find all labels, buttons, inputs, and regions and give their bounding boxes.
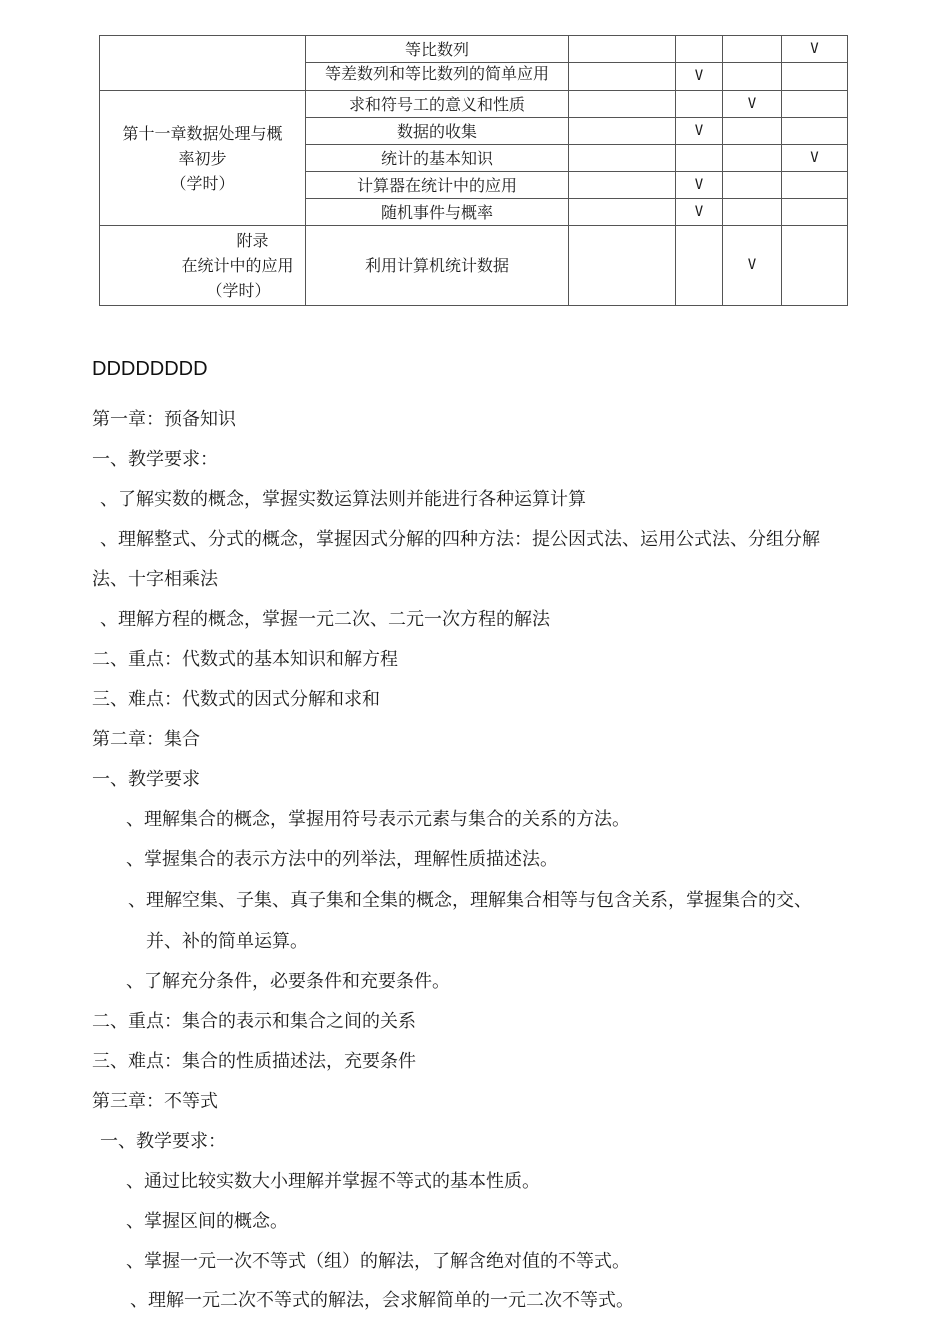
text-line: 、理解一元二次不等式的解法，会求解简单的一元二次不等式。: [130, 1290, 634, 1311]
appendix-line: 在统计中的应用: [181, 256, 294, 275]
check-cell: [569, 226, 676, 306]
check-cell: V: [676, 118, 723, 145]
chapter-11-cell: [100, 91, 306, 226]
chapter-cell-blank: [100, 36, 306, 91]
check-cell: V: [723, 226, 782, 306]
check-cell: V: [676, 63, 723, 91]
table-row: [100, 91, 848, 118]
check-cell: [569, 118, 676, 145]
text-line: 一、教学要求：: [92, 449, 218, 470]
appendix-line: （学时）: [206, 281, 271, 300]
check-cell: [569, 145, 676, 172]
topic-cell: 计算器在统计中的应用: [306, 172, 569, 199]
text-line: 、掌握区间的概念。: [126, 1211, 288, 1232]
topic-cell: 随机事件与概率: [306, 199, 569, 226]
check-cell: V: [723, 91, 782, 118]
appendix-line: 附录: [236, 231, 269, 250]
text-line: 一、教学要求：: [100, 1131, 226, 1152]
text-line: 、理解集合的概念，掌握用符号表示元素与集合的关系的方法。: [126, 809, 630, 830]
text-line: 第一章：预备知识: [92, 409, 236, 430]
check-cell: V: [676, 172, 723, 199]
check-cell: [676, 36, 723, 63]
text-line: 二、重点：代数式的基本知识和解方程: [92, 649, 398, 670]
check-cell: V: [782, 145, 848, 172]
chapter-11-line: 率初步: [178, 148, 227, 168]
check-cell: [782, 226, 848, 306]
table-row: [100, 36, 848, 63]
appendix-cell: [100, 226, 306, 306]
check-cell: [782, 199, 848, 226]
check-cell: [723, 63, 782, 91]
text-line: 、掌握一元一次不等式（组）的解法，了解含绝对值的不等式。: [126, 1251, 630, 1272]
topic-cell: 数据的收集: [306, 118, 569, 145]
check-cell: [723, 172, 782, 199]
topic-cell: 求和符号工的意义和性质: [306, 91, 569, 118]
text-line: 、理解方程的概念，掌握一元二次、二元一次方程的解法: [100, 609, 550, 630]
text-line: 三、难点：代数式的因式分解和求和: [92, 689, 380, 710]
text-line: 三、难点：集合的性质描述法，充要条件: [92, 1051, 416, 1072]
text-line: 第二章：集合: [92, 729, 200, 750]
text-line: 二、重点：集合的表示和集合之间的关系: [92, 1011, 416, 1032]
check-cell: [782, 172, 848, 199]
check-cell: [676, 226, 723, 306]
syllabus-table: [99, 35, 848, 306]
section-heading: DDDDDDDD: [92, 358, 208, 380]
text-line: 、了解实数的概念，掌握实数运算法则并能进行各种运算计算: [100, 489, 586, 510]
check-cell: [569, 36, 676, 63]
check-cell: [676, 91, 723, 118]
check-cell: [569, 63, 676, 91]
topic-cell: 利用计算机统计数据: [306, 226, 569, 306]
check-cell: [782, 118, 848, 145]
text-line: 一、教学要求: [92, 769, 200, 790]
check-cell: [723, 36, 782, 63]
check-cell: V: [782, 36, 848, 63]
check-cell: [723, 118, 782, 145]
check-cell: [723, 145, 782, 172]
text-line: 、通过比较实数大小理解并掌握不等式的基本性质。: [126, 1171, 540, 1192]
chapter-11-line: 第十一章数据处理与概: [122, 123, 283, 143]
check-cell: [569, 91, 676, 118]
text-line: 、理解整式、分式的概念，掌握因式分解的四种方法：提公因式法、运用公式法、分组分解: [100, 529, 820, 550]
topic-cell: 等差数列和等比数列的简单应用: [306, 63, 569, 91]
check-cell: [782, 63, 848, 91]
check-cell: [676, 145, 723, 172]
text-line: 法、十字相乘法: [92, 569, 218, 590]
table-row: [100, 226, 848, 306]
topic-cell: 统计的基本知识: [306, 145, 569, 172]
text-line: 、掌握集合的表示方法中的列举法，理解性质描述法。: [126, 849, 558, 870]
text-line: 并、补的简单运算。: [146, 931, 308, 952]
check-cell: V: [676, 199, 723, 226]
text-line: 第三章：不等式: [92, 1091, 218, 1112]
check-cell: [569, 199, 676, 226]
text-line: 、理解空集、子集、真子集和全集的概念，理解集合相等与包含关系，掌握集合的交、: [128, 890, 812, 911]
text-line: 、了解充分条件，必要条件和充要条件。: [126, 971, 450, 992]
check-cell: [569, 172, 676, 199]
topic-cell: 等比数列: [306, 36, 569, 63]
chapter-11-line: （学时）: [170, 173, 235, 193]
check-cell: [723, 199, 782, 226]
check-cell: [782, 91, 848, 118]
